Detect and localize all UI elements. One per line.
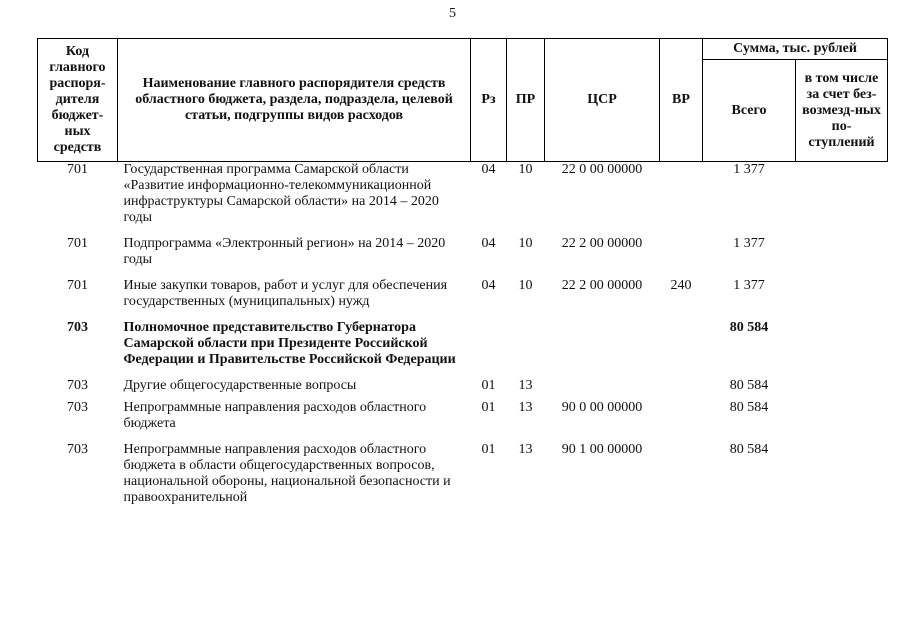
row-pr: 10 [518, 278, 533, 293]
row-vr [660, 310, 703, 368]
row-name: Непрограммные направления расходов областного бюджета в области общегосударственных вопросов, национальной обороны, национальной безопасности и правоохранительной [123, 442, 451, 505]
row-csr [545, 310, 660, 368]
row-free [796, 268, 888, 310]
table-row [38, 162, 888, 227]
header-free: в том числе за счет без-возмезд-ных по-ступлений [796, 60, 888, 162]
row-name: Иные закупки товаров, работ и услуг для обеспечения государственных (муниципальных) нужд [123, 278, 448, 309]
row-code: 703 [67, 400, 88, 415]
row-name: Другие общегосударственные вопросы [123, 378, 357, 393]
row-code: 701 [67, 162, 88, 177]
row-name: Подпрограмма «Электронный регион» на 2014 – 2020 годы [123, 236, 446, 267]
row-code: 701 [67, 236, 88, 251]
table-row [38, 432, 888, 506]
header-rz: Рз [471, 39, 507, 162]
row-csr [545, 368, 660, 394]
row-rz: 04 [481, 278, 496, 293]
header-total: Всего [703, 60, 796, 162]
row-free [796, 432, 888, 506]
row-total: 1 377 [733, 162, 765, 177]
row-vr: 240 [670, 278, 692, 293]
row-rz: 01 [481, 442, 496, 457]
row-pr [507, 310, 545, 368]
row-free [796, 226, 888, 268]
row-vr [660, 394, 703, 432]
row-rz: 01 [481, 378, 496, 393]
budget-table [37, 38, 888, 506]
row-pr: 10 [518, 236, 533, 251]
row-total: 1 377 [733, 278, 765, 293]
row-code: 701 [67, 278, 88, 293]
row-pr: 13 [518, 442, 533, 457]
row-rz: 04 [481, 162, 496, 177]
row-name: Непрограммные направления расходов областного бюджета [123, 400, 427, 431]
row-name: Полномочное представительство Губернатора Самарской области при Президенте Российской Федерации и Правительстве Российской Федерации [123, 320, 456, 367]
row-pr: 10 [518, 162, 533, 177]
row-total: 80 584 [729, 378, 769, 393]
row-total: 80 584 [729, 320, 769, 335]
row-pr: 13 [518, 400, 533, 415]
header-sum: Сумма, тыс. рублей [703, 39, 888, 60]
header-name: Наименование главного распорядителя средств областного бюджета, раздела, подраздела, целевой статьи, подгруппы видов расходов [118, 39, 471, 162]
row-total: 80 584 [729, 442, 769, 457]
row-csr: 22 2 00 00000 [561, 278, 643, 293]
row-vr [660, 226, 703, 268]
header-vr: ВР [660, 39, 703, 162]
table-body [38, 162, 888, 507]
row-free [796, 368, 888, 394]
row-rz [471, 310, 507, 368]
row-free [796, 394, 888, 432]
row-code: 703 [67, 442, 88, 457]
row-vr [660, 368, 703, 394]
row-total: 80 584 [729, 400, 769, 415]
row-pr: 13 [518, 378, 533, 393]
header-pr: ПР [507, 39, 545, 162]
header-csr: ЦСР [545, 39, 660, 162]
row-rz: 01 [481, 400, 496, 415]
row-code: 703 [67, 320, 88, 335]
page-number: 5 [449, 6, 456, 21]
row-vr [660, 432, 703, 506]
row-code: 703 [67, 378, 88, 393]
row-free [796, 310, 888, 368]
row-name: Государственная программа Самарской области «Развитие информационно-телекоммуникационной инфраструктуры Самарской области» на 2014 – 2020 годы [123, 162, 439, 225]
table-row [38, 394, 888, 432]
table-row [38, 310, 888, 368]
row-csr: 90 1 00 00000 [561, 442, 643, 457]
table-row [38, 226, 888, 268]
row-csr: 22 2 00 00000 [561, 236, 643, 251]
row-csr: 22 0 00 00000 [561, 162, 643, 177]
row-free [796, 162, 888, 227]
table-row [38, 368, 888, 394]
row-total: 1 377 [733, 236, 765, 251]
header-code: Код главного распоря-дителя бюджет-ных средств [38, 39, 118, 162]
row-vr [660, 162, 703, 227]
row-csr: 90 0 00 00000 [561, 400, 643, 415]
row-rz: 04 [481, 236, 496, 251]
table-row [38, 268, 888, 310]
